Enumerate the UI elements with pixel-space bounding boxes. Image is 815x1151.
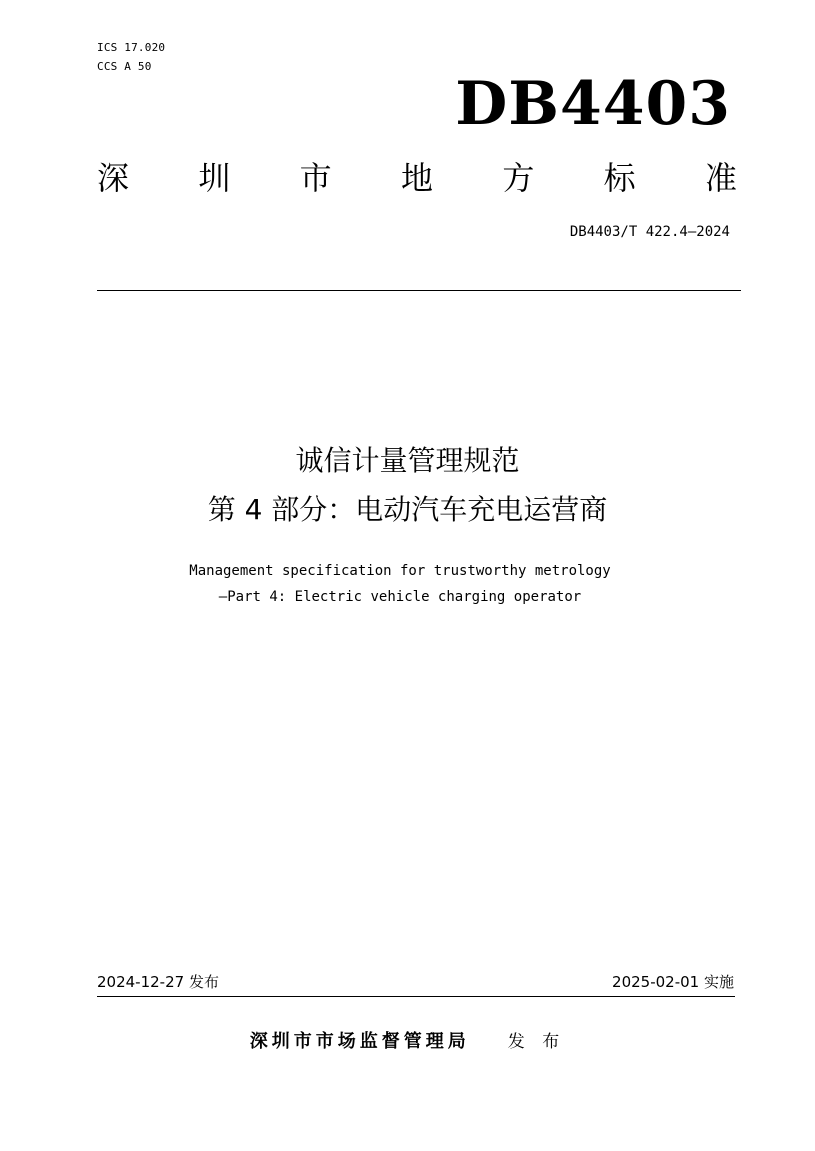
publisher-name: 深圳市市场监督管理局 [249, 1031, 470, 1052]
standard-kind-char: 准 [704, 159, 737, 197]
standard-kind-char: 深 [97, 159, 130, 197]
issue-date: 2024-12-27 发布 [97, 973, 219, 991]
standard-kind-char: 标 [603, 159, 636, 197]
title-english-line2: —Part 4: Electric vehicle charging operator [218, 589, 582, 605]
standard-kind-char: 方 [502, 159, 535, 197]
publish-verb: 发 布 [507, 1032, 566, 1052]
db-code-logo: DB4403 [455, 69, 731, 139]
title-chinese-line1: 诚信计量管理规范 [295, 444, 520, 477]
standard-kind-char: 地 [400, 159, 433, 197]
title-chinese-line2: 第 4 部分：电动汽车充电运营商 [207, 493, 608, 526]
standard-kind-char: 市 [299, 159, 332, 197]
header-divider [97, 290, 741, 291]
ccs-code: CCS A 50 [97, 60, 152, 73]
standard-number: DB4403/T 422.4—2024 [569, 224, 730, 240]
title-english-line1: Management specification for trustworthy metrology [189, 563, 611, 579]
ics-code: ICS 17.020 [97, 41, 166, 54]
footer-divider [97, 996, 735, 997]
standard-kind-char: 圳 [198, 159, 231, 197]
implementation-date: 2025-02-01 实施 [612, 973, 734, 991]
standard-kind-heading [97, 158, 737, 198]
publisher-block [0, 1029, 815, 1055]
